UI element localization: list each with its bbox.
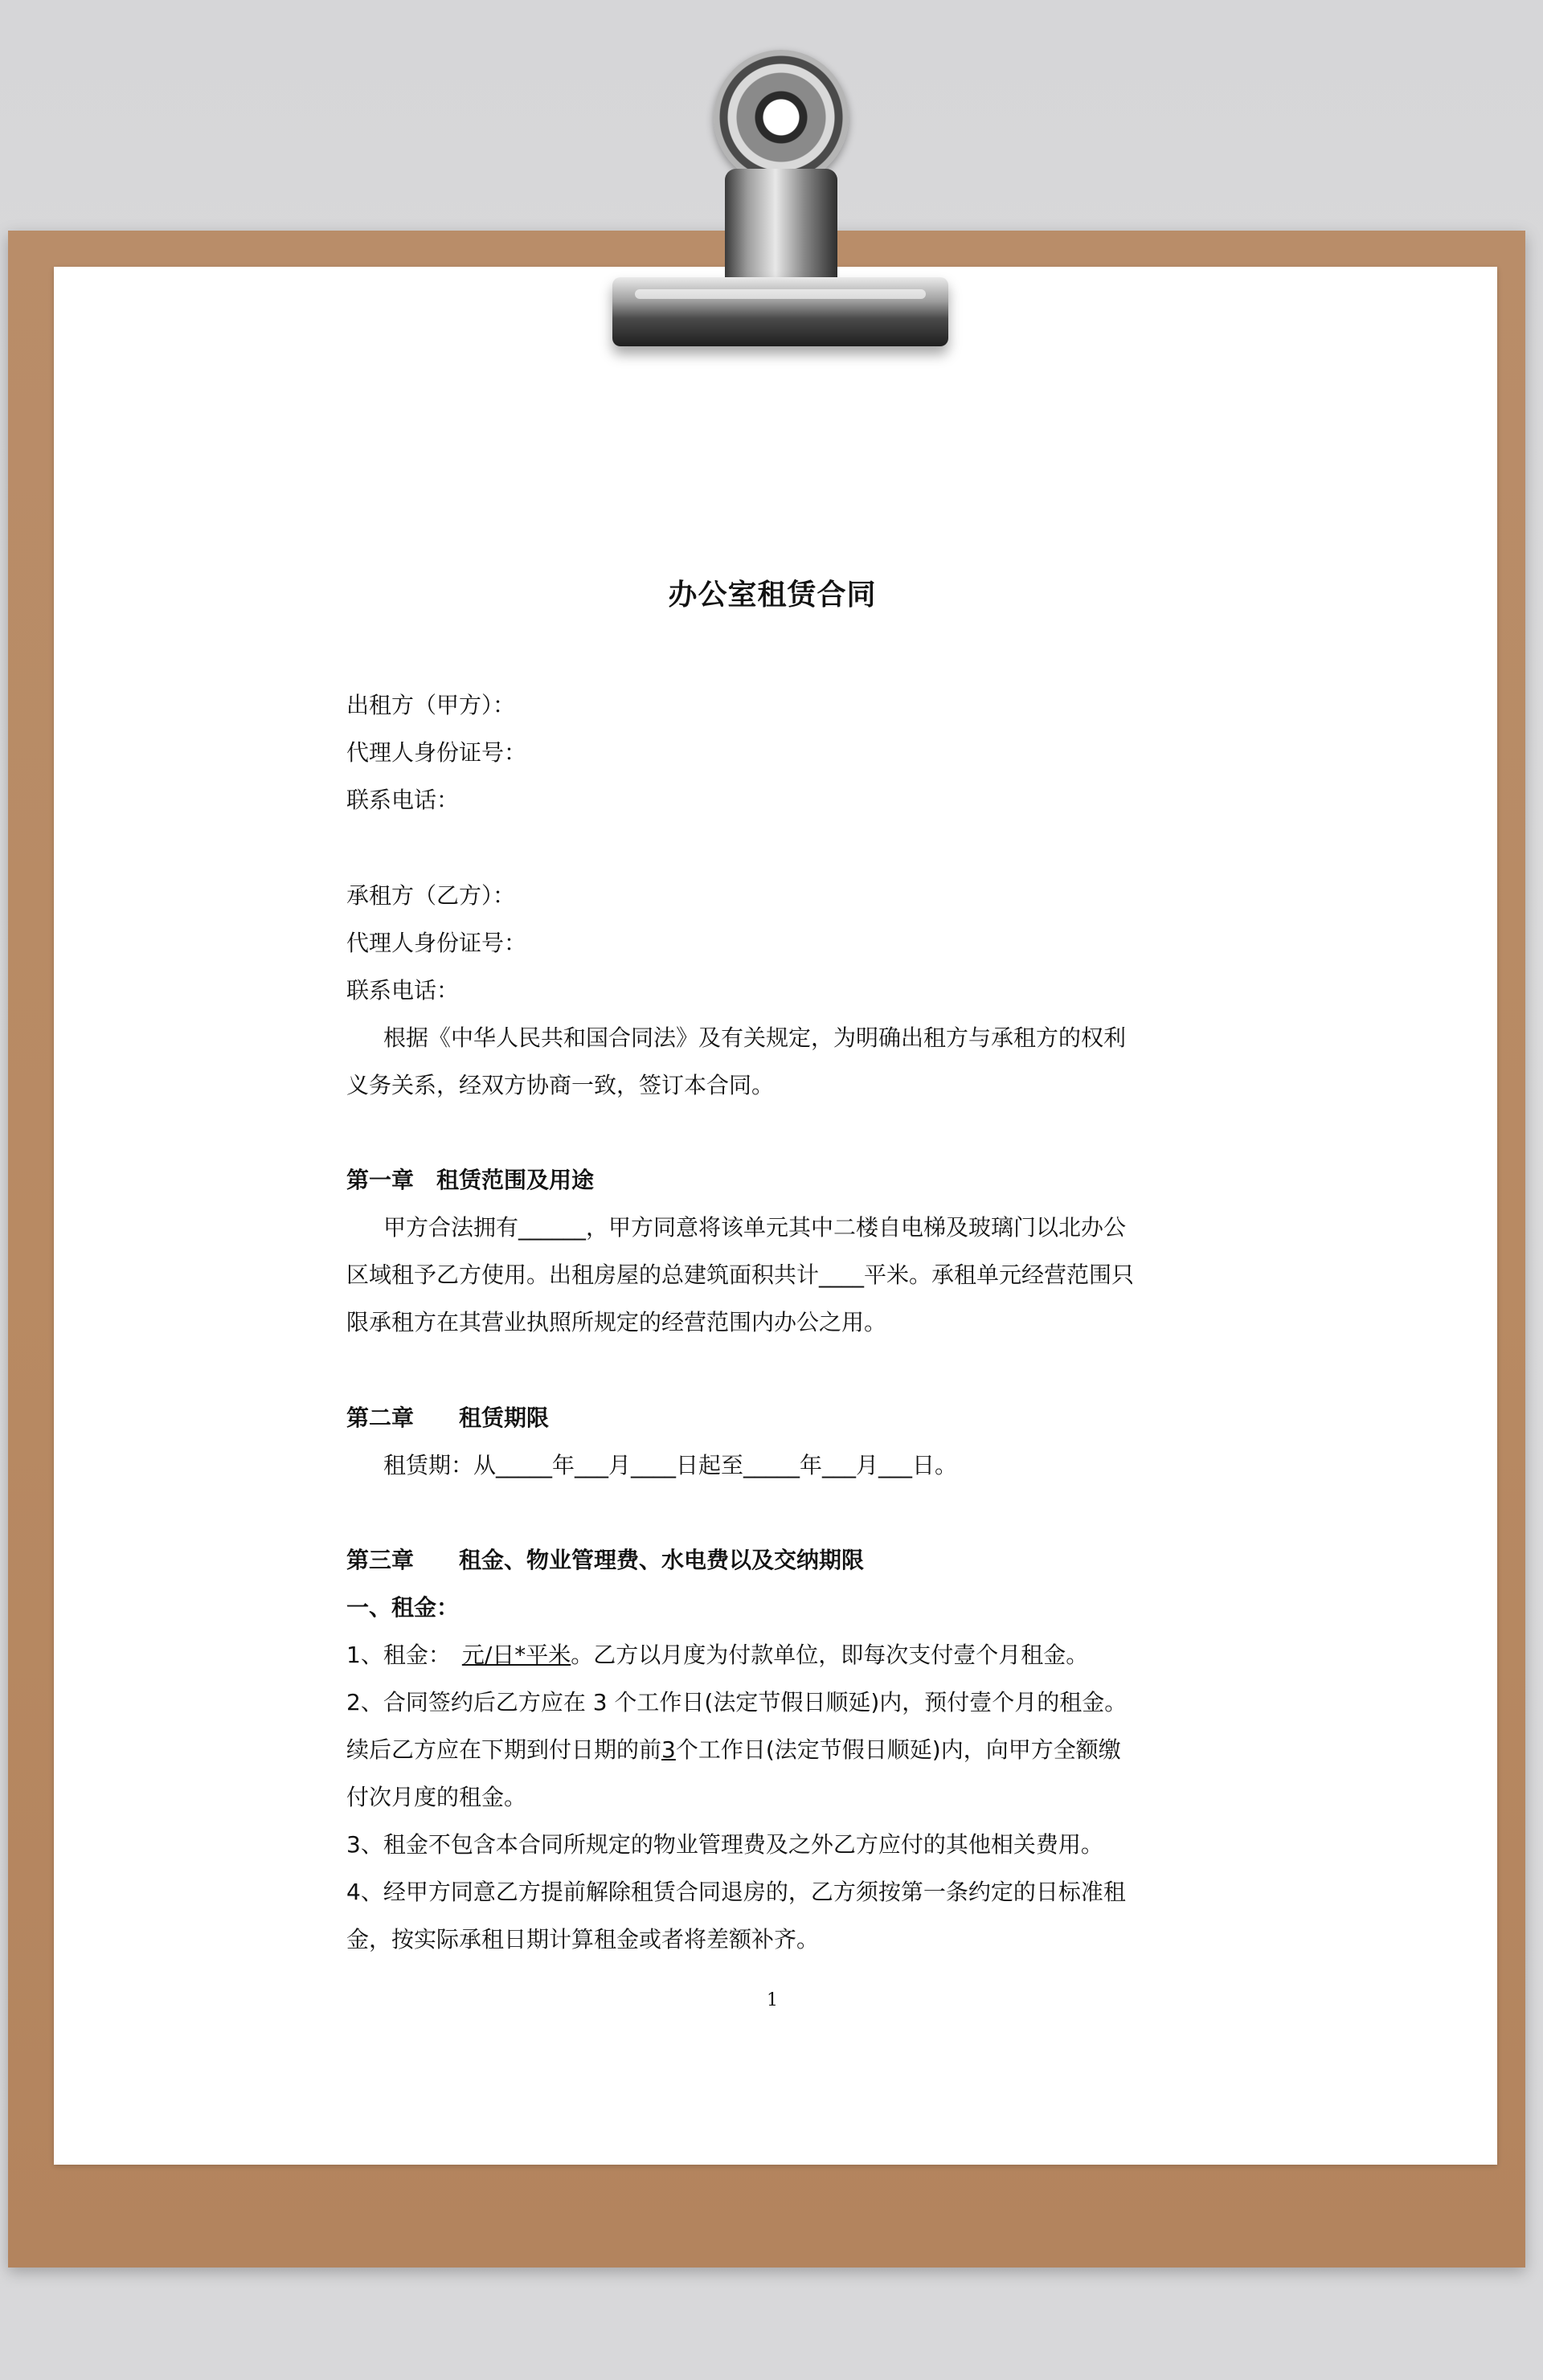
page-number: 1: [767, 1990, 778, 2010]
chapter1-heading: 第一章 租赁范围及用途: [346, 1167, 595, 1193]
rent-item-4-line-2: 金，按实际承租日期计算租金或者将差额补齐。: [346, 1926, 820, 1953]
rent-item-1-prefix: 1、租金：: [346, 1642, 462, 1668]
lessor-phone: 联系电话：: [346, 787, 460, 813]
lessor-label: 出租方（甲方）：: [346, 692, 516, 718]
rent-item-2-line-2: [346, 1734, 1121, 1766]
lessee-phone: 联系电话：: [346, 977, 460, 1004]
document-title: 办公室租赁合同: [668, 579, 877, 611]
rent-item-4-line-1: 4、经甲方同意乙方提前解除租赁合同退房的，乙方须按第一条约定的日标准租: [346, 1879, 1126, 1905]
chapter3-subheading: 一、租金：: [346, 1594, 460, 1621]
binder-clip-highlight: [635, 289, 926, 299]
rent-item-2-line-1: 2、合同签约后乙方应在 3 个工作日(法定节假日顺延)内，预付壹个月的租金。: [346, 1689, 1128, 1715]
rent-item-1: [346, 1639, 1088, 1671]
rent-item-2-prefix: 续后乙方应在下期到付日期的前: [346, 1736, 662, 1763]
chapter2-heading: 第二章 租赁期限: [346, 1405, 550, 1431]
chapter1-line-3: 限承租方在其营业执照所规定的经营范围内办公之用。: [346, 1309, 887, 1335]
binder-clip-ring-icon: [714, 50, 849, 185]
rent-item-3: 3、租金不包含本合同所规定的物业管理费及之外乙方应付的其他相关费用。: [346, 1831, 1103, 1858]
rent-item-2-days: 3: [661, 1736, 676, 1763]
rent-item-2-suffix: 个工作日(法定节假日顺延)内，向甲方全额缴: [675, 1736, 1121, 1763]
lessee-label: 承租方（乙方）：: [346, 882, 516, 909]
chapter1-line-2: 区域租予乙方使用。出租房屋的总建筑面积共计____平米。承租单元经营范围只: [346, 1262, 1135, 1288]
chapter1-line-1: 甲方合法拥有______，甲方同意将该单元其中二楼自电梯及玻璃门以北办公: [383, 1214, 1127, 1241]
preamble-line-1: 根据《中华人民共和国合同法》及有关规定，为明确出租方与承租方的权利: [383, 1024, 1127, 1051]
chapter2-line: 租赁期：从_____年___月____日起至_____年___月___日。: [383, 1452, 958, 1478]
preamble-line-2: 义务关系，经双方协商一致，签订本合同。: [346, 1072, 775, 1098]
rent-item-1-suffix: 。乙方以月度为付款单位，即每次支付壹个月租金。: [571, 1642, 1089, 1668]
lessor-agent-id: 代理人身份证号：: [346, 739, 527, 766]
lessee-agent-id: 代理人身份证号：: [346, 930, 527, 956]
binder-clip-icon: [612, 277, 948, 346]
rent-item-2-line-3: 付次月度的租金。: [346, 1784, 527, 1810]
chapter3-heading: 第三章 租金、物业管理费、水电费以及交纳期限: [346, 1547, 865, 1573]
rent-rate-unit: 元/日*平米: [461, 1642, 571, 1668]
